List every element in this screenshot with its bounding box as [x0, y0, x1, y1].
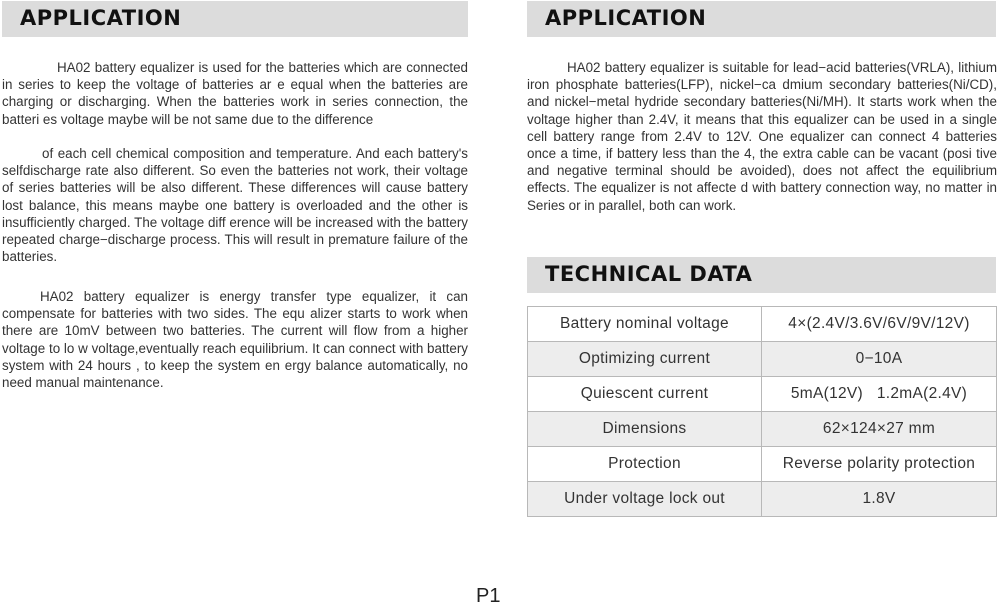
right-paragraph: HA02 battery equalizer is suitable for lead−acid batteries(VRLA), lithium iron phosphate batteries(LFP), nickel−ca dmium secondary batteries(Ni/CD), and nickel−metal hydride secondary batteries(Ni/MH). It starts work when the voltage higher than 2.4V, it means that this equalizer can be used in a single cell battery range from 2.4V to 12V. One equalizer can connect 4 batteries once a time, if battery less than the 4, the extra cable can be vacant (posi tive and negative terminal should be avoided), does not affect the equilibrium effects. The equalizer is not affecte d with battery connection way, no matter in Series or in parallel, both can work. [527, 60, 997, 213]
table-row [528, 412, 997, 447]
spec-value: 5mA(12V) 1.2mA(2.4V) [762, 377, 997, 412]
table-row [528, 377, 997, 412]
left-paragraph-1a: HA02 battery equalizer is used for the batteries which are connected in series to keep the voltage of batteries ar e equal when the batteries are charging or discharging. When the batteries work in series connection, the batteri es voltage maybe will be not same due to the difference [2, 60, 468, 127]
technical-data-header [527, 257, 996, 293]
table-row [528, 482, 997, 517]
spec-label: Quiescent current [528, 377, 762, 412]
table-row [528, 342, 997, 377]
spec-value: Reverse polarity protection [762, 447, 997, 482]
spec-label: Under voltage lock out [528, 482, 762, 517]
table-row [528, 307, 997, 342]
spec-label: Dimensions [528, 412, 762, 447]
spec-value: 1.8V [762, 482, 997, 517]
spec-label: Protection [528, 447, 762, 482]
right-application-heading: APPLICATION [545, 6, 707, 30]
left-application-heading: APPLICATION [20, 6, 182, 30]
spec-value: 4×(2.4V/3.6V/6V/9V/12V) [762, 307, 997, 342]
spec-label: Optimizing current [528, 342, 762, 377]
spec-value: 0−10A [762, 342, 997, 377]
table-row [528, 447, 997, 482]
spec-value: 62×124×27 mm [762, 412, 997, 447]
left-paragraph-2: HA02 battery equalizer is energy transfer type equalizer, it can compensate for batteries with two sides. The equ alizer starts to work when there are 10mV between two batteries. The current will flow from a higher voltage to lo w voltage,eventually reach equilibrium. It can connect with battery system with 24 hours , to keep the system en ergy balance automatically, no need manual maintenance. [2, 289, 468, 391]
technical-data-heading: TECHNICAL DATA [545, 262, 753, 286]
page-number: P1 [476, 585, 501, 607]
spec-label: Battery nominal voltage [528, 307, 762, 342]
left-paragraph-1b: of each cell chemical composition and temperature. And each battery's selfdischarge rate also different. So even the batteries not work, their voltage of series batteries will be also different. These differences will cause battery lost balance, this means maybe one battery is overloaded and the other is insufficiently charged. The voltage diff erence will be increased with the battery repeated charge−discharge process. This will result in premature failure of the batteries. [2, 146, 468, 265]
technical-data-table [527, 306, 997, 517]
left-application-header [2, 1, 468, 37]
right-application-header [527, 1, 996, 37]
